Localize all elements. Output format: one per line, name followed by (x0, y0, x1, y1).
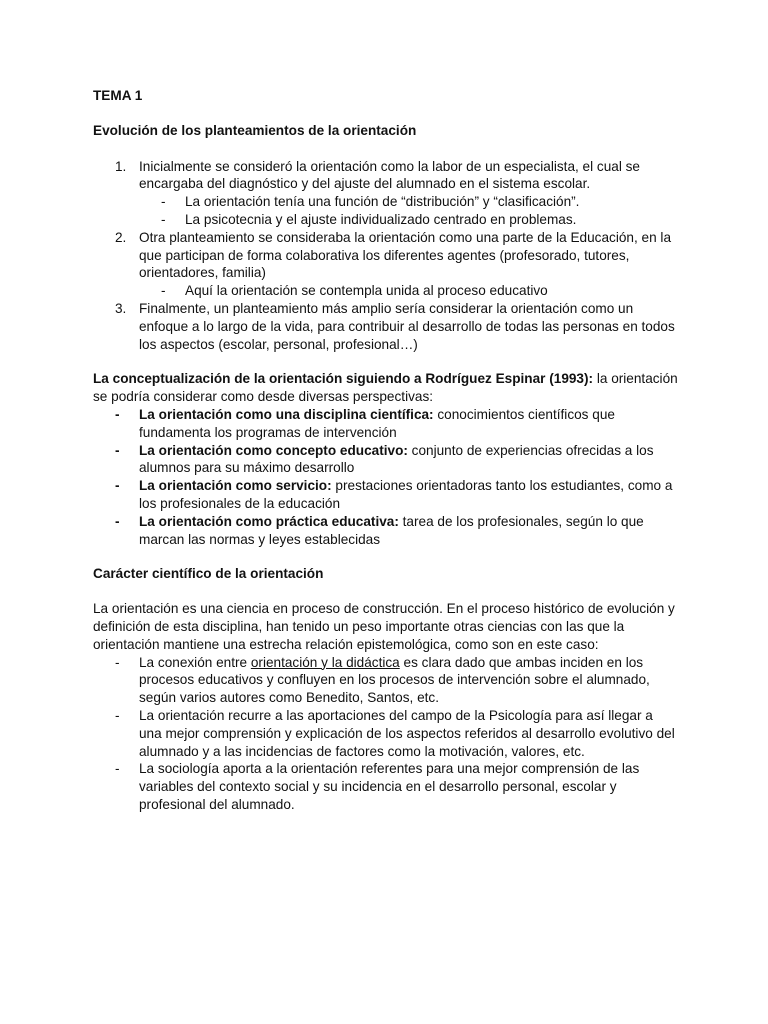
list-item (93, 477, 678, 513)
document-title: TEMA 1 (93, 88, 143, 103)
sub-list-item-text: La orientación tenía una función de “distribución” y “clasificación”. (185, 194, 580, 210)
sub-list-item (139, 211, 678, 229)
item-bold-text: La orientación como servicio: (139, 478, 332, 494)
sciences-list (93, 654, 678, 814)
list-number: 2. (115, 229, 127, 245)
dash-marker: - (161, 283, 166, 299)
section-heading-evolucion: Evolución de los planteamientos de la orientación (93, 122, 417, 138)
numbered-list (93, 158, 678, 354)
list-item (93, 406, 678, 442)
list-number: 3. (115, 300, 127, 316)
list-item (93, 158, 678, 229)
item-rest-text: conjunto de experiencias ofrecidas a los alumnos para su máximo desarrollo (139, 442, 654, 476)
item-rest-text: tarea de los profesionales, según lo que marcan las normas y leyes establecidas (139, 513, 644, 547)
sub-list-item-text: La psicotecnia y el ajuste individualizado centrado en problemas. (185, 211, 577, 227)
list-item (93, 229, 678, 300)
dash-marker: - (115, 442, 120, 458)
sub-list-item-text: Aquí la orientación se contempla unida al proceso educativo (185, 283, 548, 299)
caracter-paragraph: La orientación es una ciencia en proceso de construcción. En el proceso histórico de evolución y definición de esta disciplina, han tenido un peso importante otras ciencias con las que la orientación mantiene una estrecha relación epistemológica, como son en este caso: (93, 601, 675, 652)
dash-marker: - (115, 478, 120, 494)
dash-marker: - (115, 654, 120, 670)
dash-marker: - (161, 194, 166, 210)
list-item-text: La sociología aporta a la orientación referentes para una mejor comprensión de las variables del contexto social y su incidencia en el desarrollo personal, escolar y profesional del alumnado. (139, 761, 640, 812)
list-item-text: Finalmente, un planteamiento más amplio sería considerar la orientación como un enfoque a lo largo de la vida, para contribuir al desarrollo de todas las personas en todos los aspectos (escolar, personal, profesional…) (139, 300, 675, 352)
list-item (93, 300, 678, 353)
sub-list (139, 193, 678, 229)
dash-marker: - (161, 211, 166, 227)
list-item (93, 707, 678, 760)
perspectives-list (93, 406, 678, 548)
list-item (93, 442, 678, 478)
list-item (93, 513, 678, 549)
dash-marker: - (115, 406, 120, 422)
sub-list (139, 282, 678, 300)
item-text-pre: La conexión entre (139, 654, 251, 670)
dash-marker: - (115, 761, 120, 777)
dash-marker: - (115, 707, 120, 723)
item-bold-text: La orientación como una disciplina científica: (139, 406, 434, 422)
item-bold-text: La orientación como práctica educativa: (139, 513, 399, 529)
item-text-post: es clara dado que ambas inciden en los procesos educativos y confluyen en los procesos de intervención sobre el alumnado, según varios autores como Benedito, Santos, etc. (139, 654, 650, 706)
item-bold-text: La orientación como concepto educativo: (139, 442, 408, 458)
underlined-text: orientación y la didáctica (250, 654, 400, 670)
section-heading-caracter: Carácter científico de la orientación (93, 566, 324, 582)
list-item (93, 760, 678, 813)
intro-bold-text: La conceptualización de la orientación siguiendo a Rodríguez Espinar (1993): (93, 371, 594, 387)
item-rest-text: prestaciones orientadoras tanto los estudiantes, como a los profesionales de la educación (139, 478, 673, 511)
list-item-text: La orientación recurre a las aportaciones del campo de la Psicología para así llegar a una mejor comprensión y explicación de los aspectos referidos al desarrollo evolutivo del alumnado y a las incidencias de factores como la motivación, valores, etc. (139, 707, 675, 759)
item-rest-text: conocimientos científicos que fundamenta los programas de intervención (139, 406, 615, 440)
dash-marker: - (115, 513, 120, 529)
list-item (93, 654, 678, 707)
sub-list-item (139, 193, 678, 211)
conceptualizacion-intro (93, 370, 678, 406)
intro-rest-text: la orientación se podría considerar como desde diversas perspectivas: (93, 371, 678, 405)
list-number: 1. (115, 158, 127, 174)
list-item-text: Inicialmente se consideró la orientación como la labor de un especialista, el cual se encargaba del diagnóstico y del ajuste del alumnado en el sistema escolar. (139, 158, 640, 192)
sub-list-item (139, 282, 678, 300)
document-page (93, 87, 678, 814)
list-item-text: Otra planteamiento se consideraba la orientación como una parte de la Educación, en la que participan de forma colaborativa los diferentes agentes (profesorado, tutores, orientadores, familia) (139, 229, 672, 281)
